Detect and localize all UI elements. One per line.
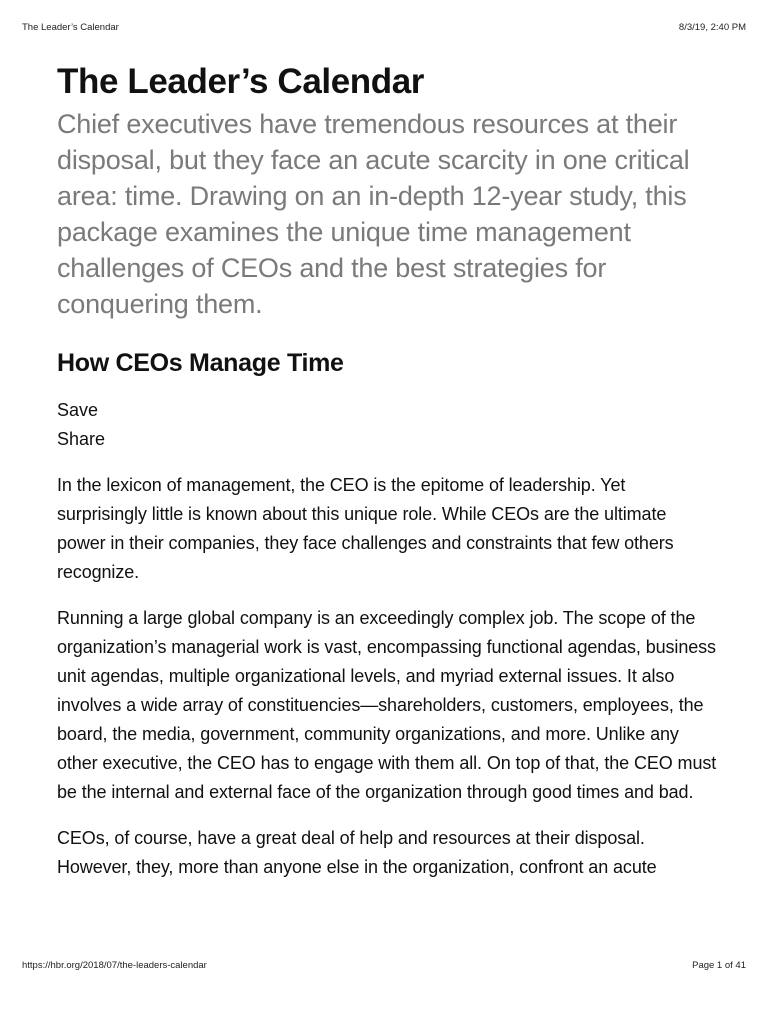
article-paragraph-3: CEOs, of course, have a great deal of help and resources at their disposal. However, they, more than anyone else in the organization, confront an acute [57, 828, 657, 878]
article [57, 60, 717, 882]
section-title: How CEOs Manage Time [57, 348, 344, 377]
print-header [22, 22, 746, 36]
print-footer [22, 960, 746, 971]
article-paragraph-1: In the lexicon of management, the CEO is the epitome of leadership. Yet surprisingly little is known about this unique role. While CEOs are the ultimate power in their companies, they face challenges and constraints that few others recognize. [57, 475, 674, 583]
article-actions [57, 396, 717, 454]
print-footer-page-number: Page 1 of 41 [692, 960, 746, 971]
article-title: The Leader’s Calendar [57, 62, 425, 101]
article-paragraph-2: Running a large global company is an exceedingly complex job. The scope of the organization’s managerial work is vast, encompassing functional agendas, business unit agendas, multiple organizational levels, and myriad external issues. It also involves a wide array of constituencies—shareholders, customers, employees, the board, the media, government, community organizations, and more. Unlike any other executive, the CEO has to engage with them all. On top of that, the CEO must be the internal and external face of the organization through good times and bad. [57, 608, 717, 803]
print-footer-url: https://hbr.org/2018/07/the-leaders-calendar [22, 960, 207, 971]
share-button[interactable]: Share [57, 429, 106, 450]
print-header-title: The Leader’s Calendar [22, 22, 119, 33]
save-button[interactable]: Save [57, 400, 99, 421]
article-dek: Chief executives have tremendous resources at their disposal, but they face an acute scarcity in one critical area: time. Drawing on an in-depth 12-year study, this package examines the unique time management challenges of CEOs and the best strategies for conquering them. [57, 108, 690, 319]
print-header-timestamp: 8/3/19, 2:40 PM [678, 22, 746, 33]
